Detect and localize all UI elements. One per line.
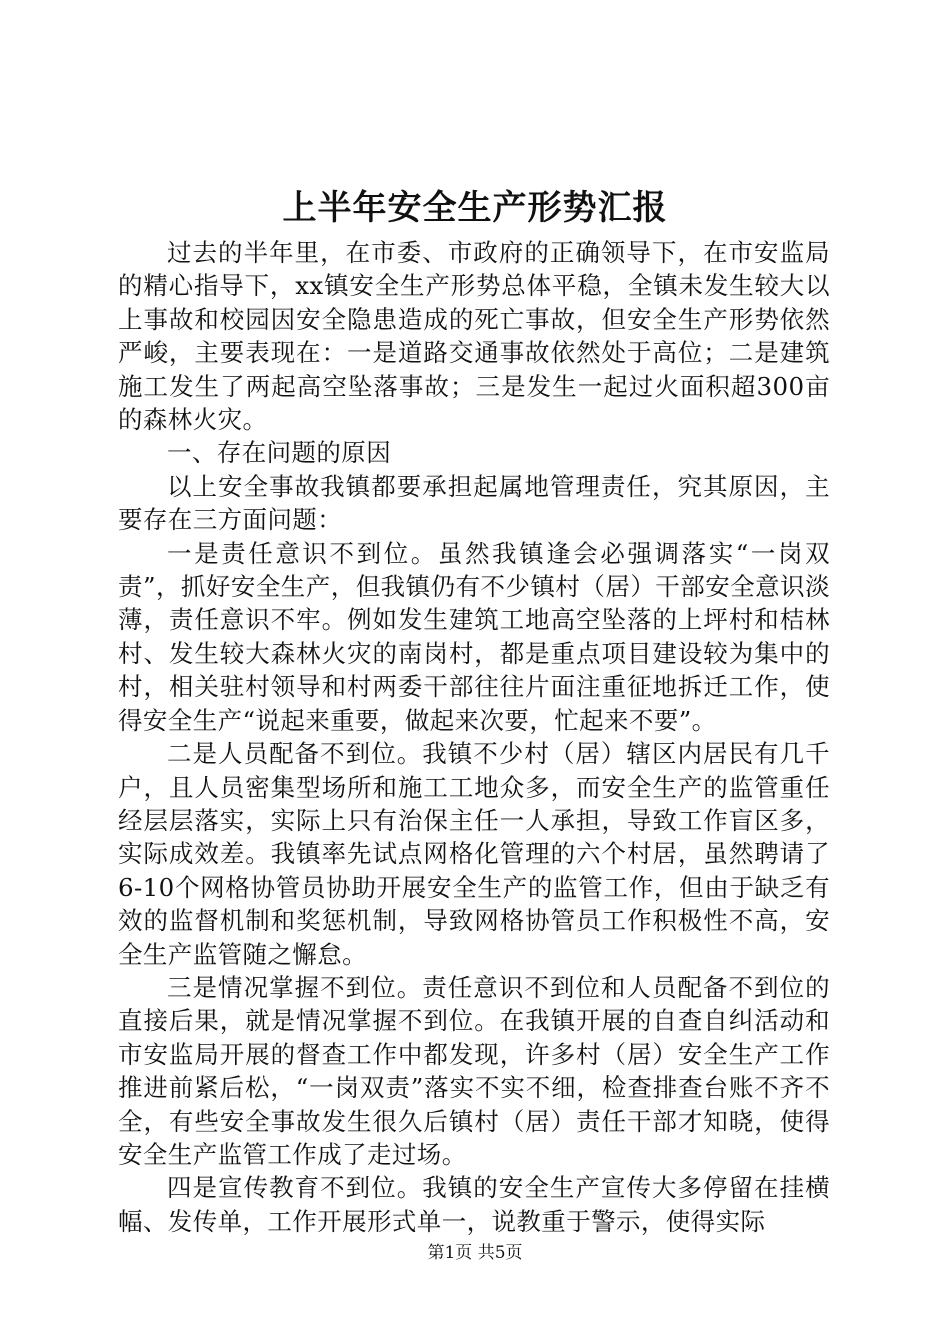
body-paragraph: 四是宣传教育不到位。我镇的安全生产宣传大多停留在挂横幅、发传单，工作开展形式单一，说教重于警示，使得实际 <box>118 1173 830 1236</box>
body-paragraph: 二是人员配备不到位。我镇不少村（居）辖区内居民有几千户，且人员密集型场所和施工工地众多，而安全生产的监管重任经层层落实，实际上只有治保主任一人承担，导致工作盲区多，实际成效差。我镇率先试点网格化管理的六个村居，虽然聘请了6-10个网格协管员协助开展安全生产的监管工作，但由于缺乏有效的监督机制和奖惩机制，导致网格协管员工作积极性不高，安全生产监管随之懈怠。 <box>118 739 830 969</box>
document-title: 上半年安全生产形势汇报 <box>282 188 668 228</box>
body-paragraph: 以上安全事故我镇都要承担起属地管理责任，究其原因，主要存在三方面问题： <box>118 471 830 535</box>
body-paragraph: 一是责任意识不到位。虽然我镇逢会必强调落实“一岗双责”，抓好安全生产，但我镇仍有不少镇村（居）干部安全意识淡薄，责任意识不牢。例如发生建筑工地高空坠落的上坪村和桔林村、发生较大森林火灾的南岗村，都是重点项目建设较为集中的村，相关驻村领导和村两委干部往往片面注重征地拆迁工作，使得安全生产“说起来重要，做起来次要，忙起来不要”。 <box>118 538 830 735</box>
document-body <box>118 236 830 1238</box>
page-number-footer: 第1页 共5页 <box>427 1243 523 1263</box>
section-heading: 一、存在问题的原因 <box>167 438 392 468</box>
intro-paragraph: 过去的半年里，在市委、市政府的正确领导下，在市安监局的精心指导下，xx镇安全生产形势总体平稳，全镇未发生较大以上事故和校园因安全隐患造成的死亡事故，但安全生产形势依然严峻，主要表现在：一是道路交通事故依然处于高位；二是建筑施工发生了两起高空坠落事故；三是发生一起过火面积超300亩的森林火灾。 <box>118 238 830 435</box>
body-paragraph: 三是情况掌握不到位。责任意识不到位和人员配备不到位的直接后果，就是情况掌握不到位。在我镇开展的自查自纠活动和市安监局开展的督查工作中都发现，许多村（居）安全生产工作推进前紧后松，“一岗双责”落实不实不细，检查排查台账不齐不全，有些安全事故发生很久后镇村（居）责任干部才知晓，使得安全生产监管工作成了走过场。 <box>118 972 830 1169</box>
